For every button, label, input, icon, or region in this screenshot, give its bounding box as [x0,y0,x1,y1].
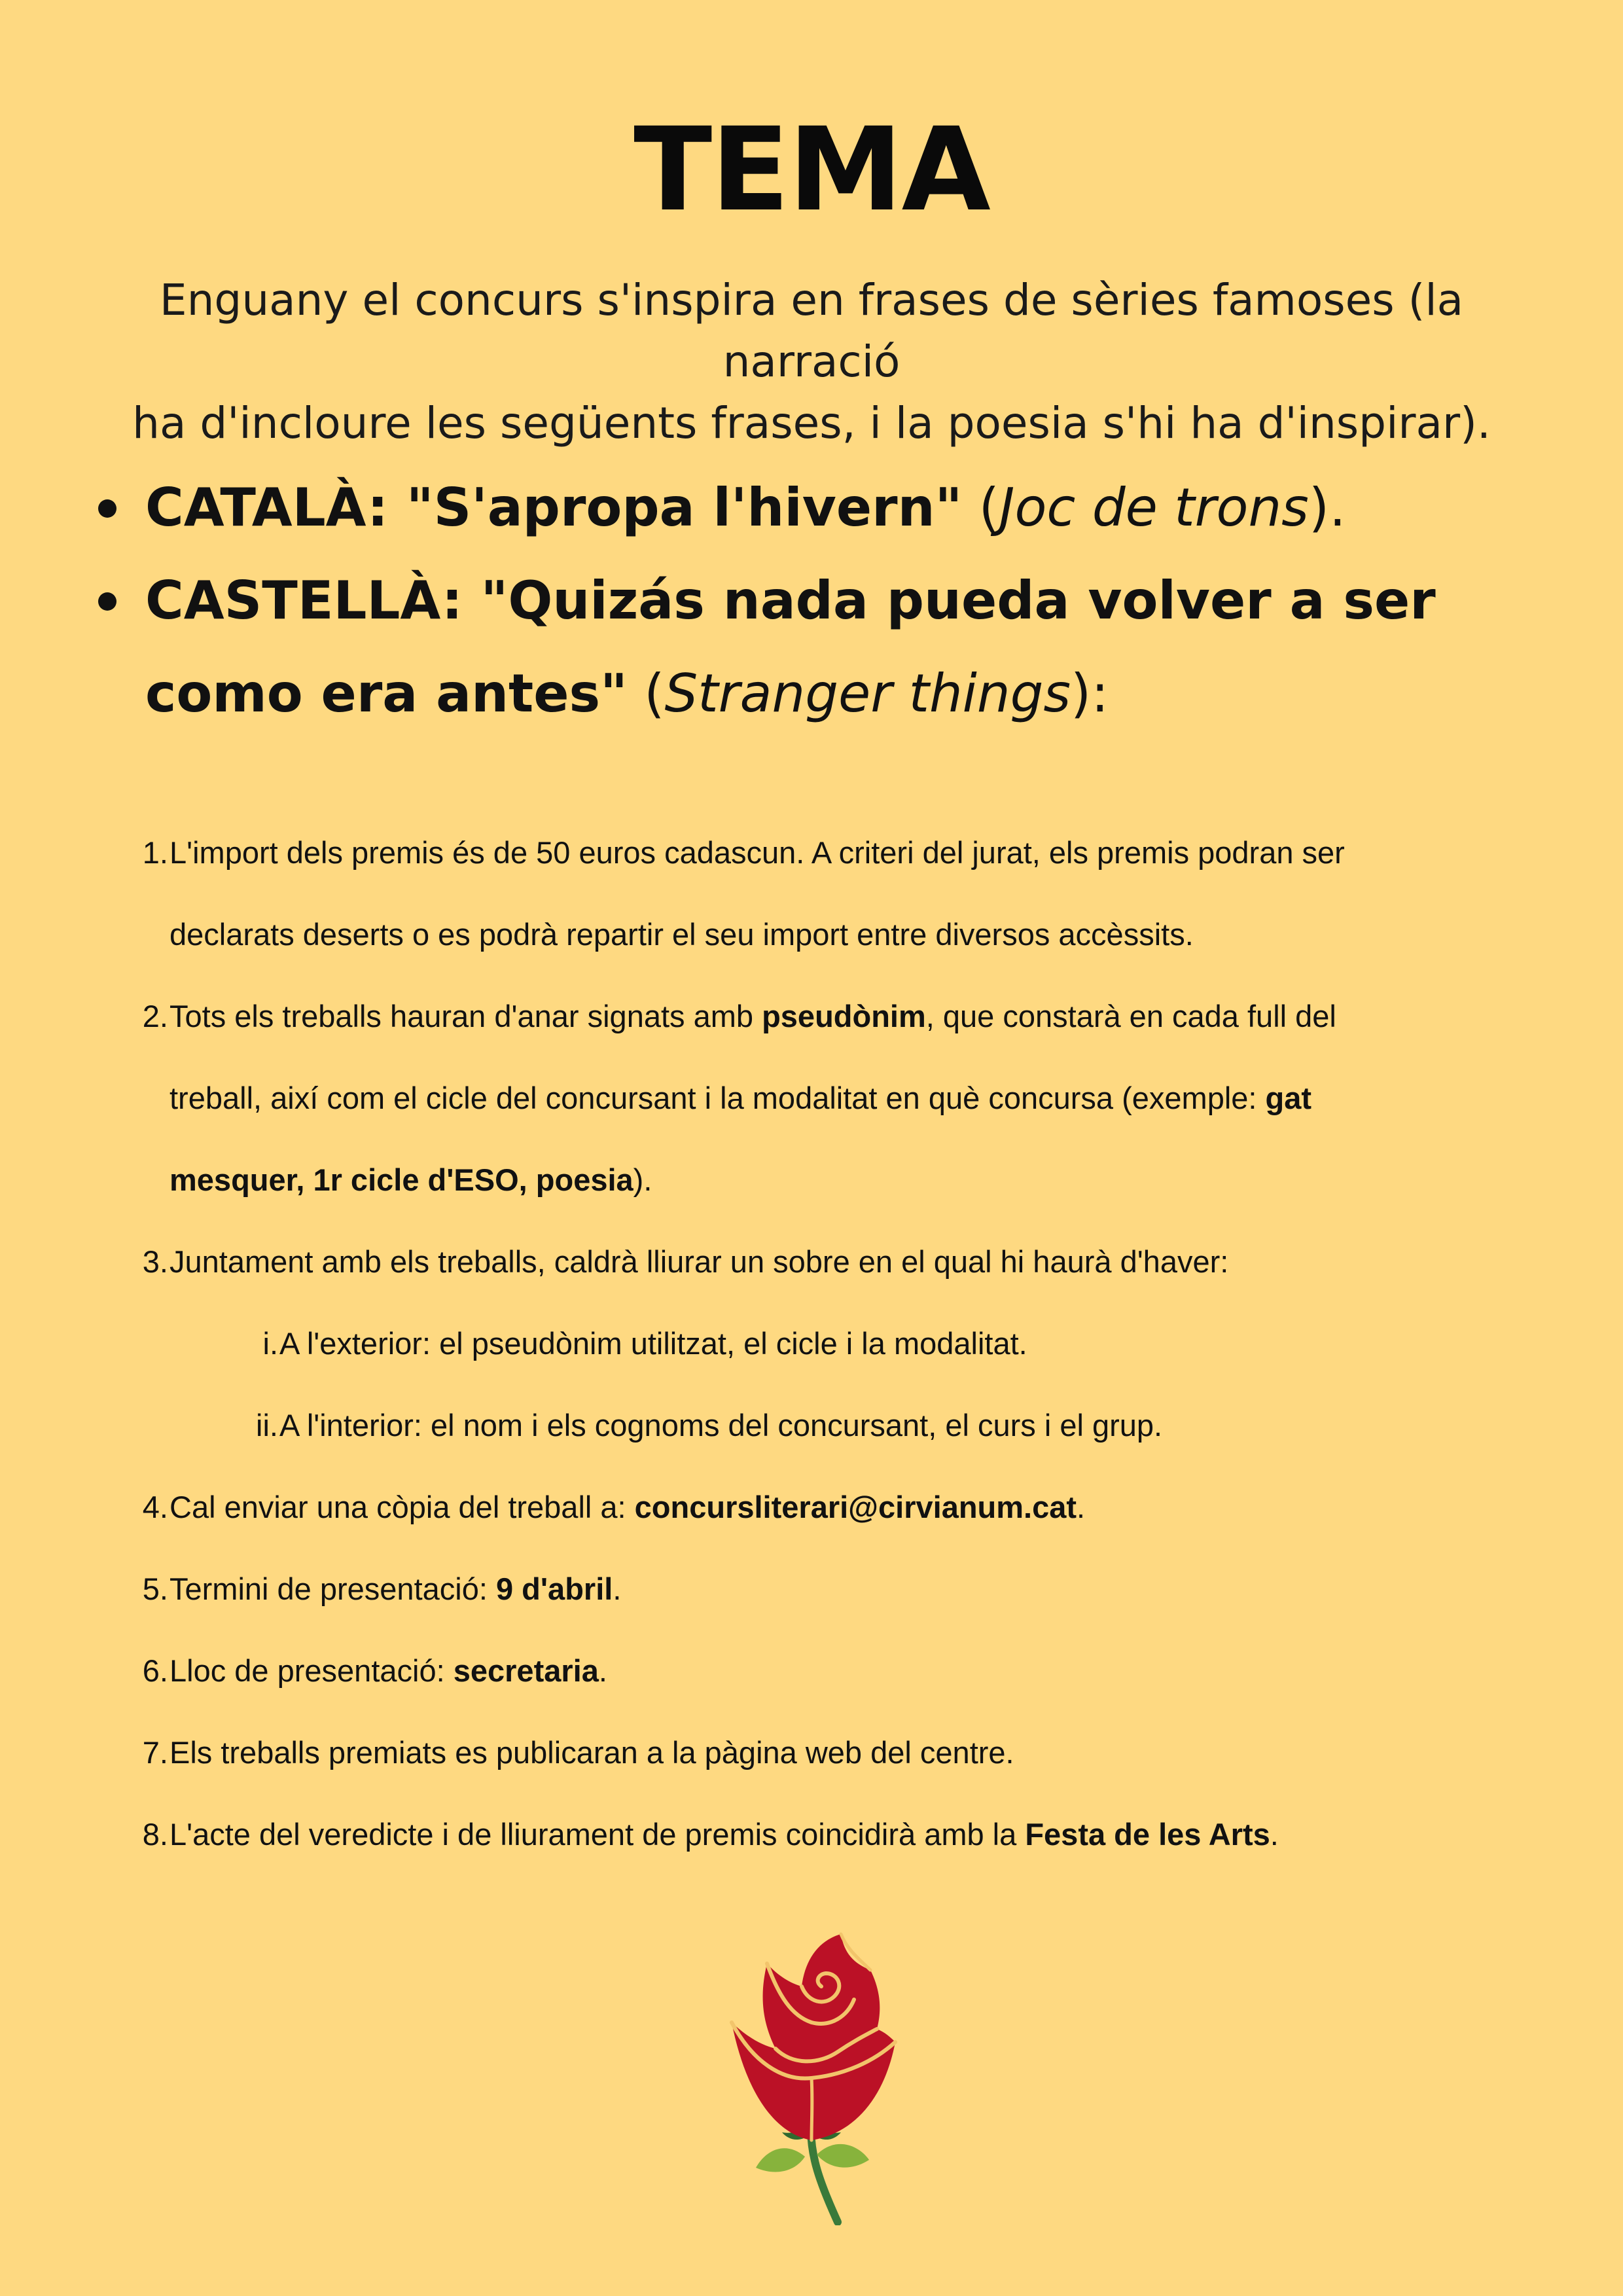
quote-paren: ( [962,477,999,538]
rule-text: ). [633,1162,652,1197]
rule-text: Termini de presentació: [169,1571,496,1606]
rose-icon [713,1924,910,2225]
intro-line: ha d'incloure les següents frases, i la poesia s'hi ha d'inspirar). [132,398,1491,448]
rule-number: 6. [142,1653,168,1688]
rule-emphasis: Festa de les Arts [1025,1817,1270,1852]
quote-item-catala [92,461,1558,554]
rule-number: i. [262,1326,278,1361]
bullet-icon [98,592,116,611]
rule-text: Els treballs premiats es publicaran a la pàgina web del centre. [169,1735,1014,1770]
rule-number: 3. [142,1244,168,1279]
quote-paren: ). [1308,477,1346,538]
quote-source: Joc de trons [999,477,1309,538]
quote-paren: ): [1071,663,1109,724]
rule-text: declarats deserts o es podrà repartir el seu import entre diversos accèssits. [169,917,1194,952]
rule-text: . [598,1653,607,1688]
rule-text: Lloc de presentació: [169,1653,454,1688]
rule-text: L'acte del veredicte i de lliurament de premis coincidirà amb la [169,1817,1026,1852]
rule-number: ii. [256,1408,278,1443]
rule-emphasis: pseudònim [762,999,926,1033]
rose-leaf-right [817,2144,869,2168]
rule-text: . [1077,1490,1086,1524]
rule-text: . [1270,1817,1279,1852]
rose-leaf-left [756,2148,805,2172]
rule-text: , que constarà en cada full del [925,999,1336,1033]
rule-number: 2. [142,999,168,1033]
rule-number: 4. [142,1490,168,1524]
rule-item [131,1221,1505,1302]
rule-text: treball, així com el cicle del concursant i la modalitat en què concursa (exemple: [169,1081,1266,1115]
rule-number: 5. [142,1571,168,1606]
rule-number: 1. [142,835,168,870]
rule-emphasis: gat [1265,1081,1312,1115]
rule-text: Cal enviar una còpia del treball a: [169,1490,635,1524]
rule-text: . [613,1571,622,1606]
quote-label: CATALÀ: "S'apropa l'hivern" [145,477,963,538]
rule-text: A l'interior: el nom i els cognoms del concursant, el curs i el grup. [279,1408,1163,1443]
rule-text: Tots els treballs hauran d'anar signats amb [169,999,762,1033]
intro-paragraph [85,270,1538,454]
intro-line: Enguany el concurs s'inspira en frases de sèries famoses (la narració [159,275,1464,387]
rule-text: A l'exterior: el pseudònim utilitzat, el cicle i la modalitat. [279,1326,1027,1361]
quote-label: CASTELLÀ: "Quizás nada pueda volver a ser como era antes" [145,570,1436,724]
rule-item [131,1466,1505,1548]
email-address: concursliterari@cirvianum.cat [634,1490,1077,1524]
quote-item-castella [92,554,1558,740]
rule-item [131,1630,1505,1712]
rules-list [131,812,1505,1875]
rule-item [131,1548,1505,1630]
rule-number: 8. [142,1817,168,1852]
rule-emphasis: mesquer, 1r cicle d'ESO, poesia [169,1162,633,1197]
rule-emphasis: secretaria [453,1653,599,1688]
deadline-date: 9 d'abril [495,1571,613,1606]
rule-subitem [131,1384,1505,1466]
rule-item [131,1793,1505,1875]
quote-source: Stranger things [664,663,1071,724]
rule-item [131,975,1505,1221]
bullet-icon [98,499,116,518]
quote-list [92,461,1558,740]
rule-text: L'import dels premis és de 50 euros cadascun. A criteri del jurat, els premis podran ser [169,835,1345,870]
rule-number: 7. [142,1735,168,1770]
quote-paren: ( [627,663,665,724]
rule-subitem [131,1302,1505,1384]
rule-item [131,1712,1505,1793]
rule-item [131,812,1505,975]
rule-text: Juntament amb els treballs, caldrà lliurar un sobre en el qual hi haurà d'haver: [169,1244,1229,1279]
page-title: TEMA [633,103,990,237]
